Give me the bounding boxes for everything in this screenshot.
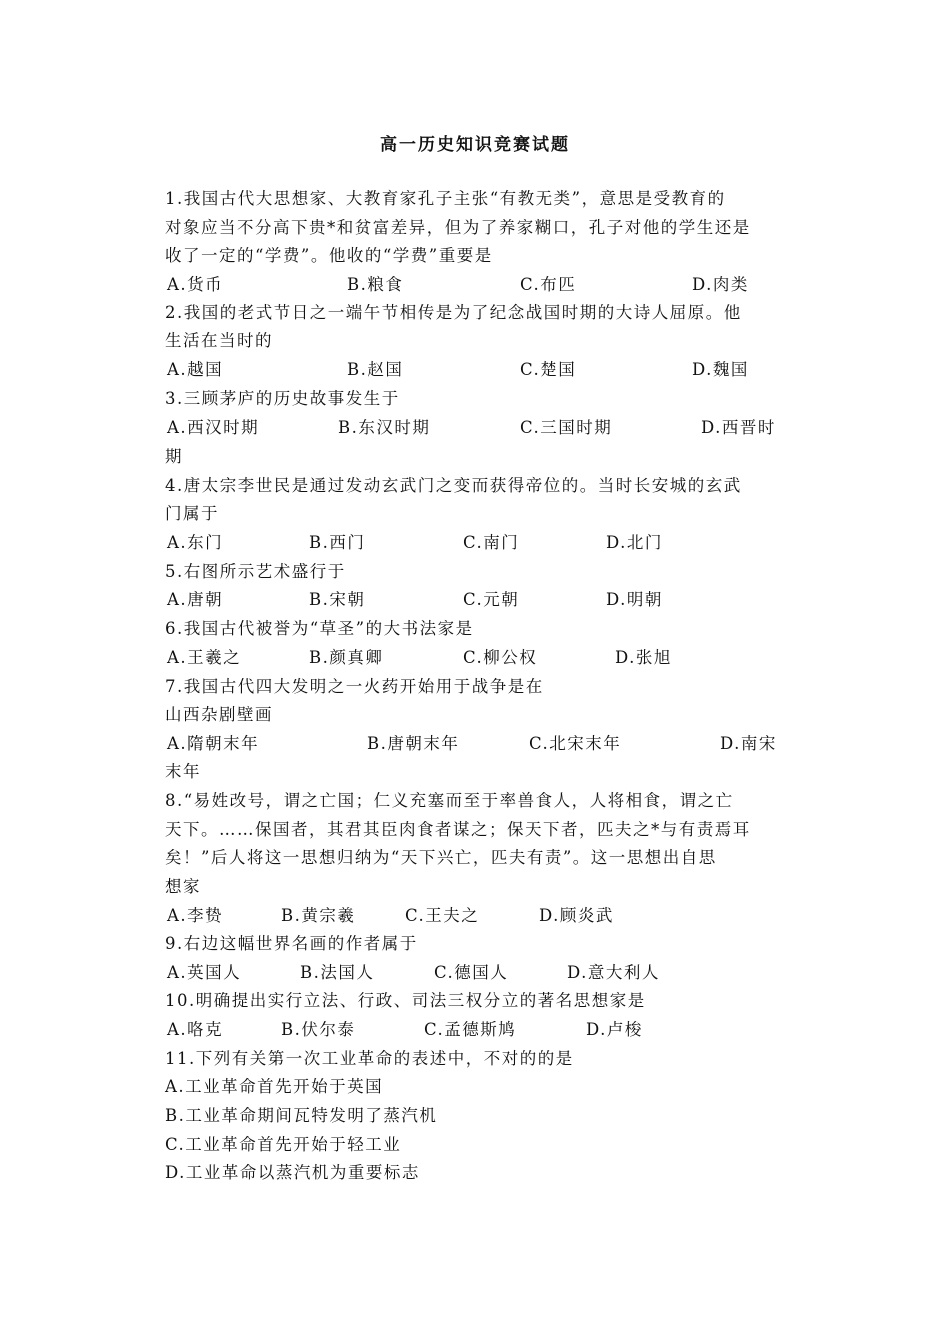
- question-8-line-2: 天下。……保国者，其君其臣肉食者谋之；保天下者，匹夫之*与有责焉耳: [165, 820, 751, 839]
- question-1-option-d: D.肉类: [692, 275, 749, 294]
- question-7-option-b: B.唐朝末年: [367, 734, 460, 753]
- question-4-option-c: C.南门: [463, 533, 520, 552]
- question-10-option-a: A.咯克: [167, 1020, 224, 1039]
- question-2-option-c: C.楚国: [520, 360, 577, 379]
- question-5-line-1: 5.右图所示艺术盛行于: [165, 562, 346, 581]
- question-11-option-c: C.工业革命首先开始于轻工业: [165, 1135, 402, 1154]
- question-1-option-b: B.粮食: [347, 275, 404, 294]
- question-8-option-a: A.李贽: [167, 906, 224, 925]
- question-11-option-a: A.工业革命首先开始于英国: [165, 1077, 384, 1096]
- question-3-line-1: 3.三顾茅庐的历史故事发生于: [165, 389, 400, 408]
- question-2-line-1: 2.我国的老式节日之一端午节相传是为了纪念战国时期的大诗人屈原。他: [165, 303, 742, 322]
- question-2-option-d: D.魏国: [692, 360, 749, 379]
- question-6-option-b: B.颜真卿: [309, 648, 384, 667]
- question-7-option-c: C.北宋末年: [529, 734, 622, 753]
- question-3-option-b: B.东汉时期: [338, 418, 431, 437]
- question-2-option-b: B.赵国: [347, 360, 404, 379]
- question-6-option-a: A.王羲之: [167, 648, 242, 667]
- question-9-option-c: C.德国人: [434, 963, 509, 982]
- question-1-option-c: C.布匹: [520, 275, 577, 294]
- question-5-option-d: D.明朝: [606, 590, 663, 609]
- question-9-option-b: B.法国人: [300, 963, 375, 982]
- question-4-line-1: 4.唐太宗李世民是通过发动玄武门之变而获得帝位的。当时长安城的玄武: [165, 476, 742, 495]
- question-1-option-a: A.货币: [167, 275, 224, 294]
- question-2-line-2: 生活在当时的: [165, 331, 273, 350]
- question-7-option-d: D.南宋: [720, 734, 777, 753]
- question-6-line-1: 6.我国古代被誉为“草圣”的大书法家是: [165, 619, 474, 638]
- question-9-option-d: D.意大利人: [567, 963, 660, 982]
- question-8-option-c: C.王夫之: [405, 906, 480, 925]
- question-7-option-a: A.隋朝末年: [167, 734, 260, 753]
- question-7-line-1: 7.我国古代四大发明之一火药开始用于战争是在: [165, 677, 544, 696]
- question-5-option-b: B.宋朝: [309, 590, 366, 609]
- page-title: 高一历史知识竞赛试题: [380, 135, 570, 155]
- question-2-option-a: A.越国: [167, 360, 224, 379]
- question-9-line-1: 9.右边这幅世界名画的作者属于: [165, 934, 418, 953]
- question-5-option-c: C.元朝: [463, 590, 520, 609]
- question-8-line-1: 8.“易姓改号，谓之亡国；仁义充塞而至于率兽食人，人将相食，谓之亡: [165, 791, 734, 810]
- question-7-line-2: 山西杂剧壁画: [165, 705, 273, 724]
- question-6-option-d: D.张旭: [615, 648, 672, 667]
- question-10-option-d: D.卢梭: [586, 1020, 643, 1039]
- question-3-option-a: A.西汉时期: [167, 418, 260, 437]
- question-6-option-c: C.柳公权: [463, 648, 538, 667]
- question-8-option-d: D.顾炎武: [539, 906, 614, 925]
- question-10-option-c: C.孟德斯鸠: [424, 1020, 517, 1039]
- question-11-option-d: D.工业革命以蒸汽机为重要标志: [165, 1163, 420, 1182]
- question-4-option-a: A.东门: [167, 533, 224, 552]
- question-4-line-2: 门属于: [165, 504, 219, 523]
- question-4-option-b: B.西门: [309, 533, 366, 552]
- question-3-option-c: C.三国时期: [520, 418, 613, 437]
- question-8-option-b: B.黄宗羲: [281, 906, 356, 925]
- question-1-line-1: 1.我国古代大思想家、大教育家孔子主张“有教无类”，意思是受教育的: [165, 189, 726, 208]
- question-1-line-3: 收了一定的“学费”。他收的“学费”重要是: [165, 246, 493, 265]
- question-10-line-1: 10.明确提出实行立法、行政、司法三权分立的著名思想家是: [165, 991, 646, 1010]
- question-4-option-d: D.北门: [606, 533, 663, 552]
- question-10-option-b: B.伏尔泰: [281, 1020, 356, 1039]
- question-1-line-2: 对象应当不分高下贵*和贫富差异，但为了养家糊口，孔子对他的学生还是: [165, 218, 751, 237]
- question-8-line-4: 想家: [165, 877, 201, 896]
- question-3-option-d-wrap: 期: [165, 447, 183, 466]
- question-3-option-d: D.西晋时: [701, 418, 776, 437]
- question-5-option-a: A.唐朝: [167, 590, 224, 609]
- question-11-option-b: B.工业革命期间瓦特发明了蒸汽机: [165, 1106, 438, 1125]
- question-8-line-3: 矣！”后人将这一思想归纳为“天下兴亡，匹夫有责”。这一思想出自思: [165, 848, 717, 867]
- question-7-option-d-wrap: 末年: [165, 762, 201, 781]
- question-11-line-1: 11.下列有关第一次工业革命的表述中，不对的的是: [165, 1049, 574, 1068]
- question-9-option-a: A.英国人: [167, 963, 242, 982]
